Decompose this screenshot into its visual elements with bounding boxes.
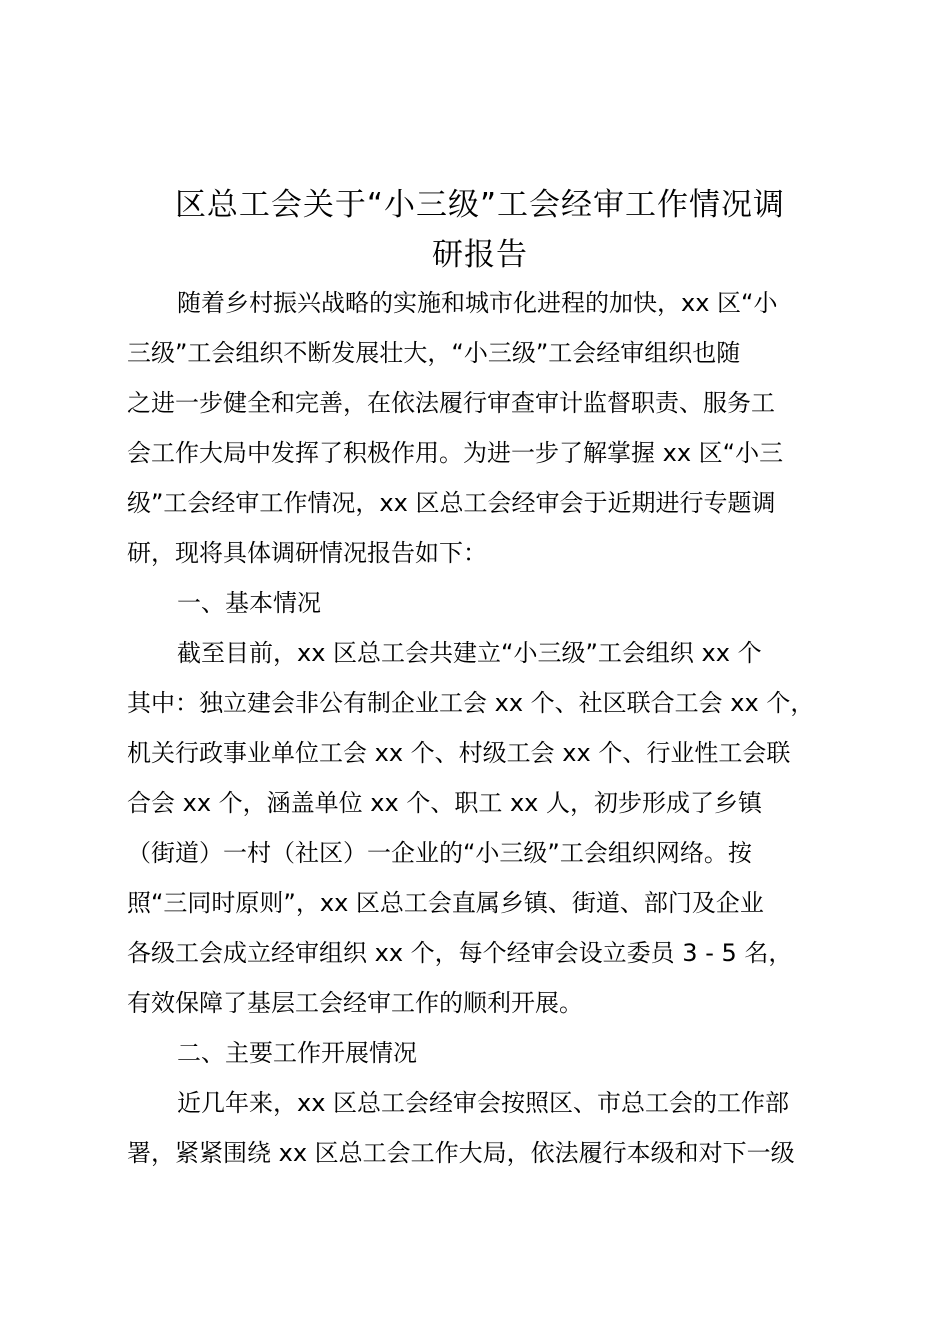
text-line: 研，现将具体调研情况报告如下：	[127, 539, 487, 567]
text-line: 截至目前，xx 区总工会共建立“小三级”工会组织 xx 个	[177, 639, 762, 667]
paragraph-main-work	[127, 1078, 837, 1178]
section-heading-main-work	[127, 1028, 837, 1078]
title-line: 研报告	[432, 237, 528, 273]
text-line: 会工作大局中发挥了积极作用。为进一步了解掌握 xx 区“小三	[127, 439, 784, 467]
text-line: 机关行政事业单位工会 xx 个、村级工会 xx 个、行业性工会联	[127, 739, 791, 767]
title-line: 区总工会关于“小三级”工会经审工作情况调	[174, 187, 786, 223]
document-body	[127, 278, 837, 1178]
section-heading: 一、基本情况	[177, 589, 321, 617]
paragraph-intro	[127, 278, 837, 578]
text-line: 随着乡村振兴战略的实施和城市化进程的加快，xx 区“小	[177, 289, 778, 317]
text-line: 其中：独立建会非公有制企业工会 xx 个、社区联合工会 xx 个，	[127, 689, 815, 717]
text-line: 各级工会成立经审组织 xx 个，每个经审会设立委员 3 - 5 名，	[127, 939, 793, 967]
section-heading: 二、主要工作开展情况	[177, 1039, 417, 1067]
text-line: （街道）一村（社区）一企业的“小三级”工会组织网络。按	[127, 839, 752, 867]
text-line: 署，紧紧围绕 xx 区总工会工作大局，依法履行本级和对下一级	[127, 1139, 795, 1167]
text-line: 之进一步健全和完善，在依法履行审查审计监督职责、服务工	[127, 389, 775, 417]
text-line: 级”工会经审工作情况，xx 区总工会经审会于近期进行专题调	[127, 489, 776, 517]
document-title	[120, 180, 840, 280]
text-line: 合会 xx 个，涵盖单位 xx 个、职工 xx 人，初步形成了乡镇	[127, 789, 762, 817]
text-line: 三级”工会组织不断发展壮大，“小三级”工会经审组织也随	[127, 339, 741, 367]
text-line: 有效保障了基层工会经审工作的顺利开展。	[127, 989, 583, 1017]
text-line: 近几年来，xx 区总工会经审会按照区、市总工会的工作部	[177, 1089, 790, 1117]
text-line: 照“三同时原则”，xx 区总工会直属乡镇、街道、部门及企业	[127, 889, 764, 917]
paragraph-basic-situation	[127, 628, 837, 1028]
section-heading-basic	[127, 578, 837, 628]
